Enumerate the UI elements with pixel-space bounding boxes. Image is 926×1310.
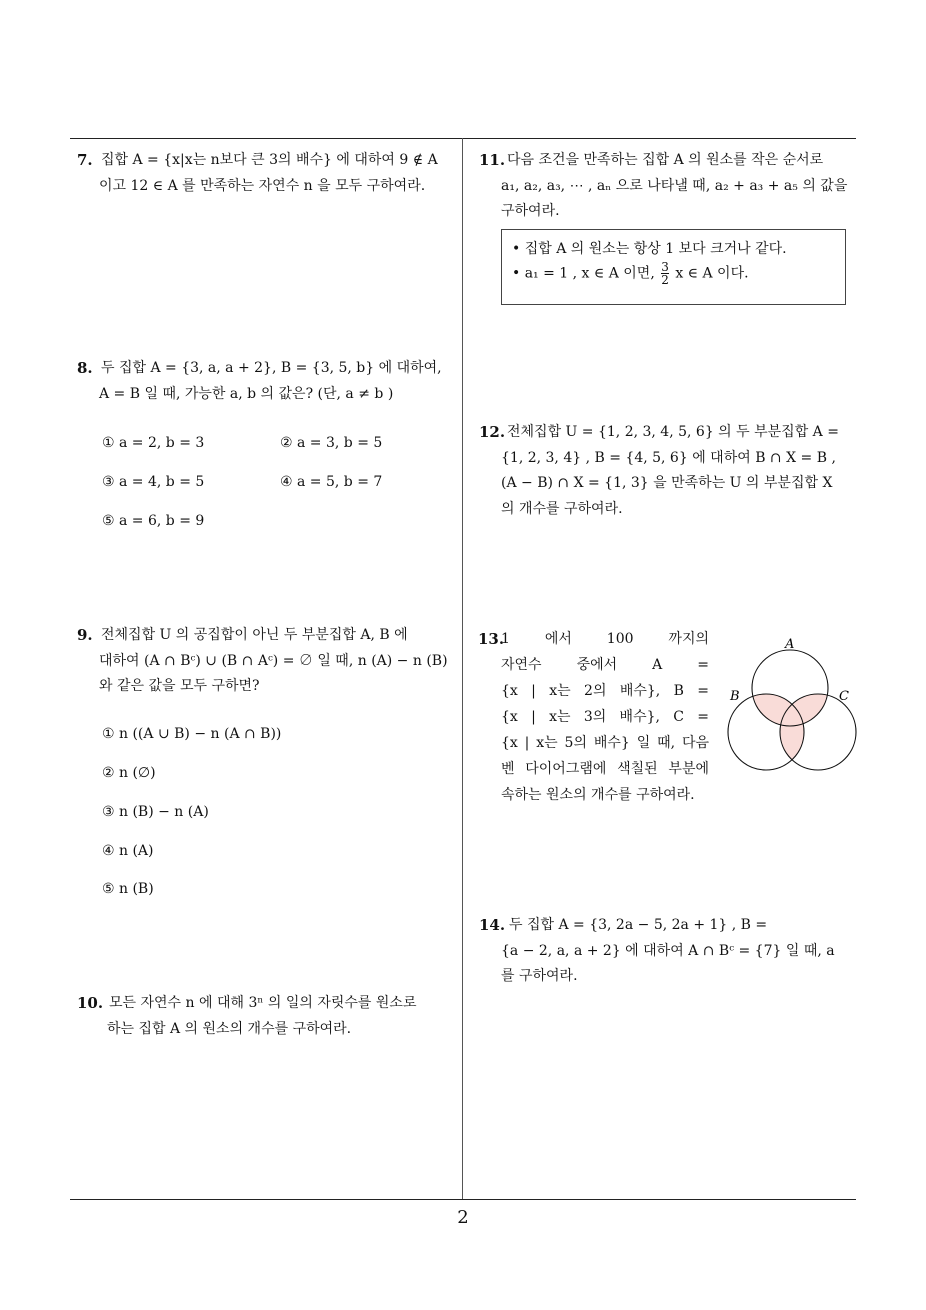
choice-3: ③ n (B) − n (A): [102, 804, 209, 820]
problem-8: [77, 356, 457, 407]
top-rule: [70, 138, 856, 139]
problem-13: [501, 626, 709, 808]
choice-1: ① a = 2, b = 3: [102, 435, 205, 451]
fraction: [661, 261, 669, 286]
choice-4: ④ a = 5, b = 7: [280, 474, 383, 490]
condition-box: [501, 229, 846, 305]
stem-line: 전체집합 U = {1, 2, 3, 4, 5, 6} 의 두 부분집합 A =: [507, 424, 839, 440]
label-a: A: [785, 637, 795, 652]
problem-number: 9.: [77, 626, 93, 644]
condition-1: • 집합 A 의 원소는 항상 1 보다 크거나 같다.: [512, 241, 787, 257]
stem-line: 대하여 (A ∩ Bᶜ) ∪ (B ∩ Aᶜ) = ∅ 일 때, n (A) − n (B): [99, 652, 448, 669]
stem-line: 두 집합 A = {3, 2a − 5, 2a + 1} , B =: [509, 917, 768, 933]
stem-line: 전체집합 U 의 공집합이 아닌 두 부분집합 A, B 에: [101, 627, 408, 643]
problem-12: [479, 420, 859, 522]
problem-stem: [99, 623, 457, 700]
label-c: C: [839, 689, 849, 704]
stem-line: {x | x는 2의 배수}, B =: [501, 683, 709, 699]
stem-line: 와 같은 값을 모두 구하면?: [99, 678, 260, 694]
stem-line: {1, 2, 3, 4} , B = {4, 5, 6} 에 대하여 B ∩ X = B ,: [501, 449, 836, 466]
stem-line: 의 개수를 구하여라.: [501, 500, 623, 517]
choice-3: ③ a = 4, b = 5: [102, 474, 205, 490]
stem-line: {x | x는 5의 배수} 일 때, 다음: [501, 735, 709, 751]
stem-line: A = B 일 때, 가능한 a, b 의 값은? (단, a ≠ b ): [99, 385, 394, 402]
problem-number: 8.: [77, 359, 93, 377]
problem-number: 14.: [479, 916, 506, 934]
problem-14: [479, 913, 859, 990]
choice-2: ② a = 3, b = 5: [280, 435, 383, 451]
problem-number: 13.: [478, 630, 505, 648]
problem-number: 12.: [479, 423, 506, 441]
venn-diagram: [722, 632, 862, 774]
column-divider: [462, 138, 463, 1199]
problem-stem: [501, 148, 859, 225]
condition-2: [512, 261, 835, 286]
stem-line: 를 구하여라.: [501, 968, 578, 984]
page-number: 2: [457, 1207, 469, 1228]
stem-line: 집합 A = {x|x는 n보다 큰 3의 배수} 에 대하여 9 ∉ A: [101, 152, 438, 168]
condition-2-tail: x ∈ A 이다.: [675, 265, 749, 282]
stem-line: 벤 다이어그램에 색칠된 부분에: [501, 761, 709, 777]
problem-number: 11.: [479, 151, 506, 169]
stem-line: 자연수 중에서 A =: [501, 657, 709, 673]
problem-11: [479, 148, 859, 225]
stem-line: 이고 12 ∈ A 를 만족하는 자연수 n 을 모두 구하여라.: [99, 177, 426, 194]
bottom-rule: [70, 1199, 856, 1200]
label-b: B: [730, 689, 740, 704]
problem-stem: [501, 913, 859, 990]
problem-stem: [501, 420, 859, 522]
problem-number: 10.: [77, 994, 104, 1012]
stem-line: 속하는 원소의 개수를 구하여라.: [501, 787, 695, 803]
stem-line: (A − B) ∩ X = {1, 3} 을 만족하는 U 의 부분집합 X: [501, 475, 833, 491]
problem-7: [77, 148, 457, 199]
condition-2-text: • a₁ = 1 , x ∈ A 이면,: [512, 265, 655, 282]
choice-5: ⑤ n (B): [102, 881, 154, 897]
stem-line: {a − 2, a, a + 2} 에 대하여 A ∩ Bᶜ = {7} 일 때, a: [501, 942, 835, 959]
choice-1: ① n ((A ∪ B) − n (A ∩ B)): [102, 726, 282, 742]
fraction-numerator: 3: [661, 260, 669, 274]
choice-5: ⑤ a = 6, b = 9: [102, 513, 205, 529]
stem-line: a₁, a₂, a₃, ⋯ , aₙ 으로 나타낼 때, a₂ + a₃ + a₅ 의 값을: [501, 177, 848, 194]
problem-10: [77, 991, 457, 1042]
fraction-denominator: 2: [661, 273, 669, 287]
stem-line: 다음 조건을 만족하는 집합 A 의 원소를 작은 순서로: [507, 152, 824, 168]
problem-stem: [99, 991, 457, 1042]
stem-line: 두 집합 A = {3, a, a + 2}, B = {3, 5, b} 에 대하여,: [101, 360, 442, 376]
problem-number: 7.: [77, 151, 93, 169]
problem-stem: [99, 148, 457, 199]
stem-line: 모든 자연수 n 에 대해 3ⁿ 의 일의 자릿수를 원소로: [109, 995, 417, 1011]
stem-line: 하는 집합 A 의 원소의 개수를 구하여라.: [107, 1020, 352, 1037]
problem-stem: [99, 356, 457, 407]
choice-2: ② n (∅): [102, 765, 156, 781]
stem-line: {x | x는 3의 배수}, C =: [501, 709, 709, 725]
choice-4: ④ n (A): [102, 843, 154, 859]
problem-9: [77, 623, 457, 700]
stem-line: 구하여라.: [501, 203, 560, 219]
stem-line: 1 에서 100 까지의: [501, 631, 709, 647]
